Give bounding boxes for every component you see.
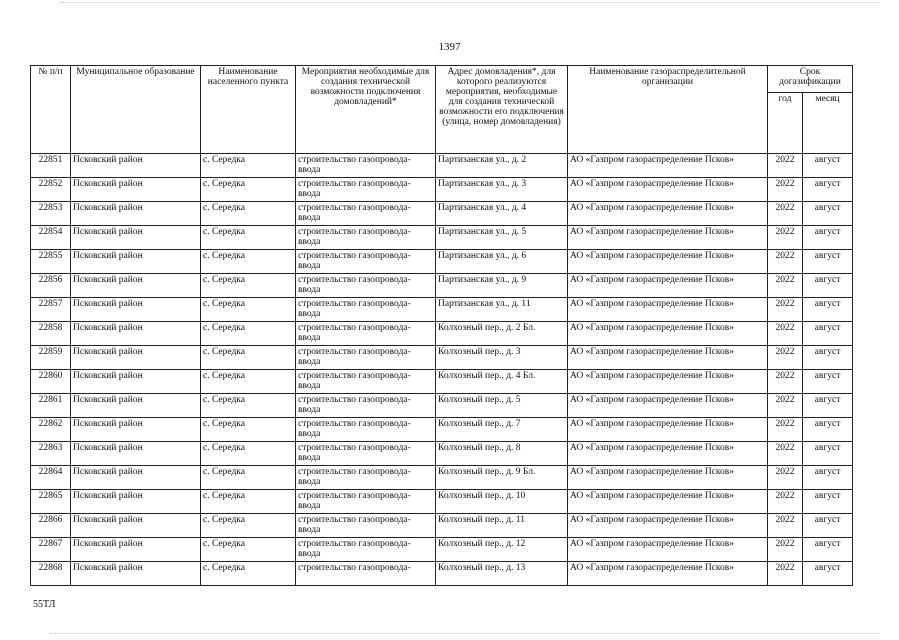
row-settlement: с. Середка xyxy=(201,538,296,562)
header-settlement: Наименование населенного пункта xyxy=(201,66,296,154)
row-num: 22867 xyxy=(31,538,71,562)
row-organization: АО «Газпром газораспределение Псков» xyxy=(568,298,768,322)
row-measures: строительство газопровода-ввода xyxy=(296,178,436,202)
header-num: № п/п xyxy=(31,66,71,154)
row-settlement: с. Середка xyxy=(201,490,296,514)
table-row xyxy=(31,322,853,346)
row-num: 22866 xyxy=(31,514,71,538)
table-row xyxy=(31,418,853,442)
table-row xyxy=(31,346,853,370)
row-settlement: с. Середка xyxy=(201,466,296,490)
row-year: 2022 xyxy=(768,370,803,394)
row-municipality: Псковский район xyxy=(71,274,201,298)
page-number: 1397 xyxy=(438,41,461,53)
row-month: август xyxy=(803,346,853,370)
row-month: август xyxy=(803,490,853,514)
row-address: Колхозный пер., д. 5 xyxy=(436,394,568,418)
table-row xyxy=(31,466,853,490)
row-municipality: Псковский район xyxy=(71,298,201,322)
row-measures: строительство газопровода-ввода xyxy=(296,394,436,418)
row-num: 22852 xyxy=(31,178,71,202)
row-organization: АО «Газпром газораспределение Псков» xyxy=(568,370,768,394)
row-year: 2022 xyxy=(768,442,803,466)
header-year: год xyxy=(768,93,803,154)
header-deadline: Срок догазификации xyxy=(768,66,853,93)
row-address: Партизанская ул., д. 4 xyxy=(436,202,568,226)
row-settlement: с. Середка xyxy=(201,418,296,442)
row-organization: АО «Газпром газораспределение Псков» xyxy=(568,466,768,490)
row-num: 22856 xyxy=(31,274,71,298)
row-num: 22863 xyxy=(31,442,71,466)
row-year: 2022 xyxy=(768,394,803,418)
row-address: Партизанская ул., д. 9 xyxy=(436,274,568,298)
table-row xyxy=(31,538,853,562)
table-row xyxy=(31,298,853,322)
row-num: 22853 xyxy=(31,202,71,226)
row-num: 22860 xyxy=(31,370,71,394)
row-num: 22865 xyxy=(31,490,71,514)
row-num: 22859 xyxy=(31,346,71,370)
row-address: Колхозный пер., д. 8 xyxy=(436,442,568,466)
row-measures: строительство газопровода-ввода xyxy=(296,154,436,178)
row-measures: строительство газопровода-ввода xyxy=(296,514,436,538)
row-municipality: Псковский район xyxy=(71,418,201,442)
row-year: 2022 xyxy=(768,418,803,442)
row-year: 2022 xyxy=(768,274,803,298)
table-row xyxy=(31,514,853,538)
scan-edge-bottom xyxy=(50,633,880,635)
row-organization: АО «Газпром газораспределение Псков» xyxy=(568,178,768,202)
row-measures: строительство газопровода-ввода xyxy=(296,442,436,466)
row-month: август xyxy=(803,154,853,178)
row-address: Колхозный пер., д. 10 xyxy=(436,490,568,514)
row-organization: АО «Газпром газораспределение Псков» xyxy=(568,322,768,346)
row-municipality: Псковский район xyxy=(71,346,201,370)
row-address: Колхозный пер., д. 7 xyxy=(436,418,568,442)
row-organization: АО «Газпром газораспределение Псков» xyxy=(568,274,768,298)
row-num: 22855 xyxy=(31,250,71,274)
row-municipality: Псковский район xyxy=(71,370,201,394)
row-address: Колхозный пер., д. 9 Бл. xyxy=(436,466,568,490)
row-organization: АО «Газпром газораспределение Псков» xyxy=(568,346,768,370)
row-municipality: Псковский район xyxy=(71,226,201,250)
row-municipality: Псковский район xyxy=(71,154,201,178)
row-organization: АО «Газпром газораспределение Псков» xyxy=(568,154,768,178)
row-organization: АО «Газпром газораспределение Псков» xyxy=(568,202,768,226)
row-year: 2022 xyxy=(768,154,803,178)
row-month: август xyxy=(803,202,853,226)
row-municipality: Псковский район xyxy=(71,562,201,586)
row-address: Колхозный пер., д. 11 xyxy=(436,514,568,538)
footer-code: 55ТЛ xyxy=(33,599,56,610)
row-organization: АО «Газпром газораспределение Псков» xyxy=(568,442,768,466)
row-municipality: Псковский район xyxy=(71,490,201,514)
row-month: август xyxy=(803,466,853,490)
header-municipality: Муниципальное образование xyxy=(71,66,201,154)
row-municipality: Псковский район xyxy=(71,466,201,490)
row-month: август xyxy=(803,370,853,394)
table-row xyxy=(31,562,853,586)
row-num: 22857 xyxy=(31,298,71,322)
header-organization: Наименование газораспределительной организации xyxy=(568,66,768,154)
row-settlement: с. Середка xyxy=(201,442,296,466)
row-settlement: с. Середка xyxy=(201,250,296,274)
row-organization: АО «Газпром газораспределение Псков» xyxy=(568,250,768,274)
table-row xyxy=(31,178,853,202)
row-month: август xyxy=(803,394,853,418)
row-num: 22861 xyxy=(31,394,71,418)
row-settlement: с. Середка xyxy=(201,346,296,370)
row-municipality: Псковский район xyxy=(71,178,201,202)
table-row xyxy=(31,226,853,250)
row-month: август xyxy=(803,514,853,538)
row-address: Партизанская ул., д. 5 xyxy=(436,226,568,250)
row-organization: АО «Газпром газораспределение Псков» xyxy=(568,490,768,514)
row-address: Партизанская ул., д. 11 xyxy=(436,298,568,322)
row-settlement: с. Середка xyxy=(201,298,296,322)
row-measures: строительство газопровода-ввода xyxy=(296,298,436,322)
table-row xyxy=(31,394,853,418)
table-row xyxy=(31,202,853,226)
row-settlement: с. Середка xyxy=(201,274,296,298)
row-month: август xyxy=(803,562,853,586)
row-month: август xyxy=(803,322,853,346)
row-month: август xyxy=(803,298,853,322)
row-month: август xyxy=(803,274,853,298)
row-address: Колхозный пер., д. 13 xyxy=(436,562,568,586)
row-year: 2022 xyxy=(768,562,803,586)
row-settlement: с. Середка xyxy=(201,394,296,418)
row-address: Колхозный пер., д. 4 Бл. xyxy=(436,370,568,394)
row-measures: строительство газопровода-ввода xyxy=(296,538,436,562)
row-settlement: с. Середка xyxy=(201,562,296,586)
row-year: 2022 xyxy=(768,322,803,346)
header-measures: Мероприятия необходимые для создания технической возможности подключения домовладений* xyxy=(296,66,436,154)
row-measures: строительство газопровода-ввода xyxy=(296,250,436,274)
table-row xyxy=(31,250,853,274)
row-num: 22858 xyxy=(31,322,71,346)
row-settlement: с. Середка xyxy=(201,226,296,250)
row-organization: АО «Газпром газораспределение Псков» xyxy=(568,538,768,562)
row-municipality: Псковский район xyxy=(71,322,201,346)
row-year: 2022 xyxy=(768,346,803,370)
row-month: август xyxy=(803,538,853,562)
row-measures: строительство газопровода-ввода xyxy=(296,202,436,226)
row-year: 2022 xyxy=(768,178,803,202)
table-row xyxy=(31,490,853,514)
row-organization: АО «Газпром газораспределение Псков» xyxy=(568,226,768,250)
row-year: 2022 xyxy=(768,226,803,250)
scan-edge-top xyxy=(60,2,880,4)
row-measures: строительство газопровода- xyxy=(296,562,436,586)
row-organization: АО «Газпром газораспределение Псков» xyxy=(568,418,768,442)
table-header xyxy=(31,66,853,154)
row-address: Партизанская ул., д. 6 xyxy=(436,250,568,274)
row-measures: строительство газопровода-ввода xyxy=(296,226,436,250)
row-municipality: Псковский район xyxy=(71,394,201,418)
row-address: Партизанская ул., д. 2 xyxy=(436,154,568,178)
row-settlement: с. Середка xyxy=(201,514,296,538)
header-month: месяц xyxy=(803,93,853,154)
row-month: август xyxy=(803,442,853,466)
table-row xyxy=(31,370,853,394)
row-measures: строительство газопровода-ввода xyxy=(296,490,436,514)
gasification-table xyxy=(30,65,853,586)
row-settlement: с. Середка xyxy=(201,370,296,394)
row-address: Колхозный пер., д. 12 xyxy=(436,538,568,562)
table-row xyxy=(31,154,853,178)
row-organization: АО «Газпром газораспределение Псков» xyxy=(568,514,768,538)
row-month: август xyxy=(803,250,853,274)
row-year: 2022 xyxy=(768,538,803,562)
row-measures: строительство газопровода-ввода xyxy=(296,346,436,370)
row-month: август xyxy=(803,418,853,442)
table-row xyxy=(31,442,853,466)
row-measures: строительство газопровода-ввода xyxy=(296,370,436,394)
row-organization: АО «Газпром газораспределение Псков» xyxy=(568,394,768,418)
header-address: Адрес домовладения*, для которого реализуются мероприятия, необходимые для создания технической возможности его подключения (улица, номер домовладения) xyxy=(436,66,568,154)
row-settlement: с. Середка xyxy=(201,322,296,346)
row-municipality: Псковский район xyxy=(71,514,201,538)
row-month: август xyxy=(803,226,853,250)
row-measures: строительство газопровода-ввода xyxy=(296,322,436,346)
row-settlement: с. Середка xyxy=(201,202,296,226)
row-year: 2022 xyxy=(768,202,803,226)
row-year: 2022 xyxy=(768,298,803,322)
row-num: 22851 xyxy=(31,154,71,178)
row-municipality: Псковский район xyxy=(71,250,201,274)
row-year: 2022 xyxy=(768,490,803,514)
row-organization: АО «Газпром газораспределение Псков» xyxy=(568,562,768,586)
row-num: 22862 xyxy=(31,418,71,442)
row-year: 2022 xyxy=(768,250,803,274)
row-year: 2022 xyxy=(768,466,803,490)
row-settlement: с. Середка xyxy=(201,178,296,202)
row-month: август xyxy=(803,178,853,202)
row-num: 22854 xyxy=(31,226,71,250)
row-municipality: Псковский район xyxy=(71,442,201,466)
row-settlement: с. Середка xyxy=(201,154,296,178)
row-num: 22868 xyxy=(31,562,71,586)
row-measures: строительство газопровода-ввода xyxy=(296,418,436,442)
row-num: 22864 xyxy=(31,466,71,490)
table-row xyxy=(31,274,853,298)
table-body xyxy=(31,154,853,586)
row-year: 2022 xyxy=(768,514,803,538)
row-address: Колхозный пер., д. 2 Бл. xyxy=(436,322,568,346)
row-municipality: Псковский район xyxy=(71,538,201,562)
row-measures: строительство газопровода-ввода xyxy=(296,466,436,490)
row-address: Партизанская ул., д. 3 xyxy=(436,178,568,202)
row-municipality: Псковский район xyxy=(71,202,201,226)
row-measures: строительство газопровода-ввода xyxy=(296,274,436,298)
row-address: Колхозный пер., д. 3 xyxy=(436,346,568,370)
